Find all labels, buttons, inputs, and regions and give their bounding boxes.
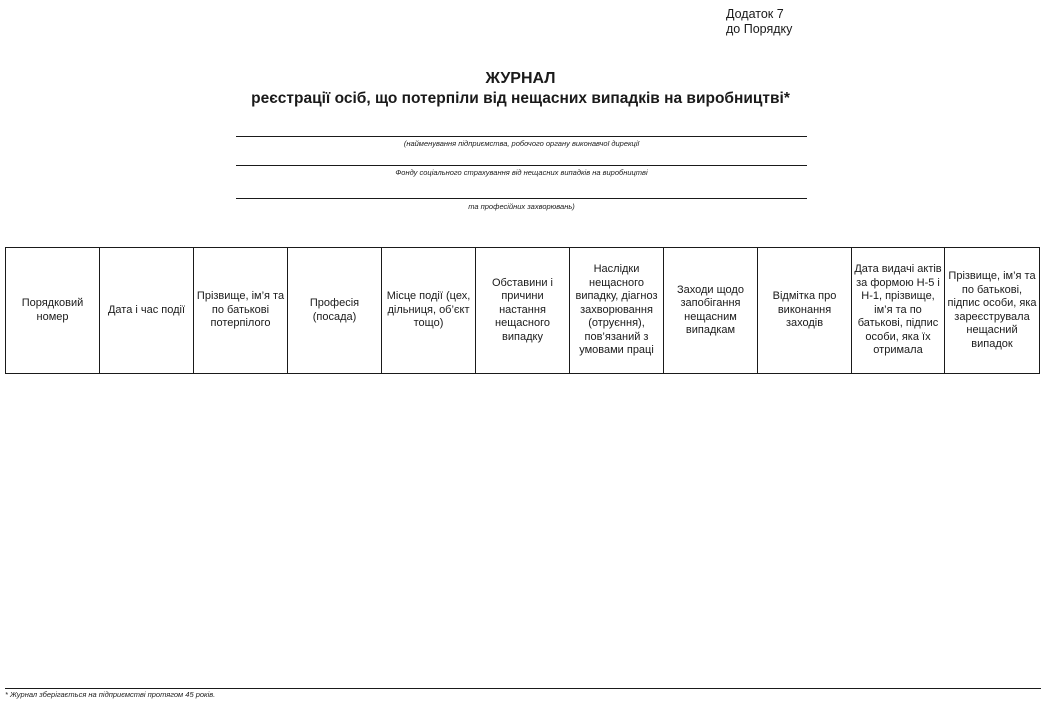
header-circumstances: Обставини і причини настання нещасного випадку [476,248,570,374]
header-sequence-number: Порядковий номер [6,248,100,374]
header-prevention-measures: Заходи щодо запобігання нещасним випадкам [664,248,758,374]
enterprise-name-line [236,136,807,137]
table-header-row [6,248,1040,374]
header-place: Місце події (цех, дільниця, об’єкт тощо) [382,248,476,374]
header-consequences: Наслідки нещасного випадку, діагноз захворювання (отруєння), пов’язаний з умовами праці [570,248,664,374]
enterprise-caption: (найменування підприємства, робочого органу виконавчої дирекції [403,139,640,148]
annex-document: до Порядку [726,22,793,36]
header-profession: Професія (посада) [288,248,382,374]
header-acts-issued: Дата видачі актів за формою Н-5 і Н-1, прізвище, ім’я та по батькові, підпис особи, яка їх отримала [852,248,945,374]
title-subtitle: реєстрації осіб, що потерпіли від нещасних випадків на виробництві* [251,90,790,107]
annex-reference [726,7,792,37]
title-main: ЖУРНАЛ [485,70,556,87]
footnote-divider [5,688,1041,689]
header-victim-name: Прізвище, ім’я та по батькові потерпілого [194,248,288,374]
annex-number: Додаток 7 [726,7,784,21]
diseases-line [236,198,807,199]
fund-caption: Фонду соціального страхування від нещасних випадків на виробництві [395,168,648,177]
header-measures-completion: Відмітка про виконання заходів [758,248,852,374]
diseases-caption: та професійних захворювань) [468,202,575,211]
footnote: * Журнал зберігається на підприємстві протягом 45 років. [5,690,216,699]
registration-journal-table [5,247,1040,374]
document-title [0,69,1041,109]
header-date-time: Дата і час події [100,248,194,374]
header-registrar: Прізвище, ім’я та по батькові, підпис особи, яка зареєструвала нещасний випадок [945,248,1040,374]
fund-name-line [236,165,807,166]
